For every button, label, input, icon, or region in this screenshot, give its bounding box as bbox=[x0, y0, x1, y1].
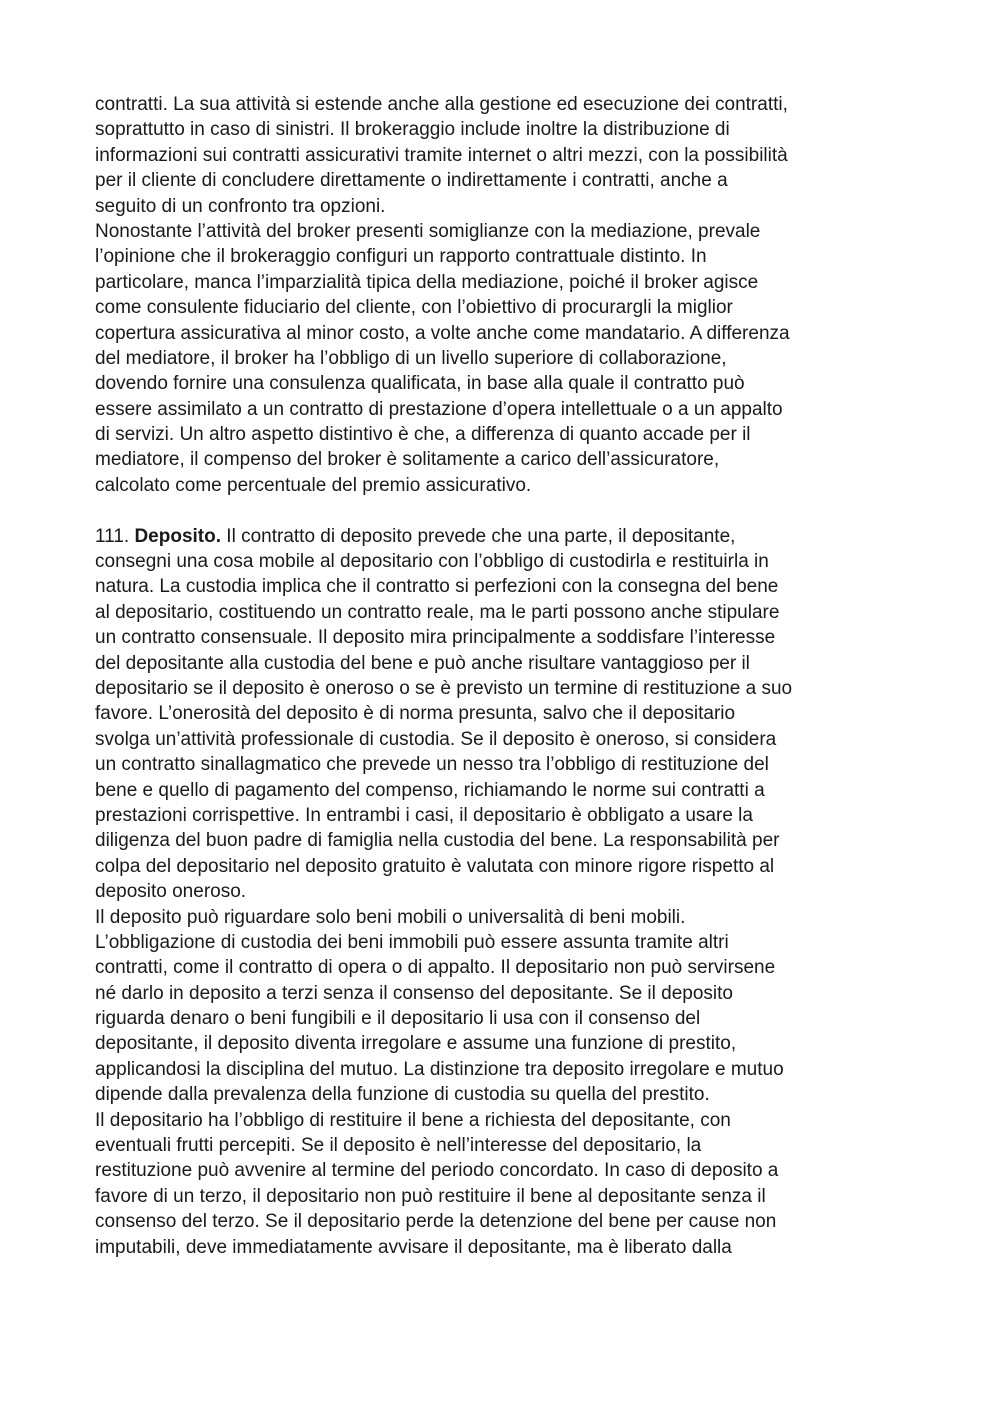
section-title: Deposito. bbox=[134, 525, 222, 547]
text-line: Il deposito può riguardare solo beni mobili o universalità di beni mobili. bbox=[95, 906, 686, 928]
text-line: un contratto consensuale. Il deposito mira principalmente a soddisfare l’interesse bbox=[95, 627, 776, 649]
section-body bbox=[95, 549, 910, 1260]
text-line: diligenza del buon padre di famiglia nella custodia del bene. La responsabilità per bbox=[95, 830, 780, 852]
text-line: riguarda denaro o beni fungibili e il depositario li usa con il consenso del bbox=[95, 1008, 701, 1030]
text-line: restituzione può avvenire al termine del periodo concordato. In caso di deposito a bbox=[95, 1160, 779, 1182]
text-line: per il cliente di concludere direttamente o indirettamente i contratti, anche a bbox=[95, 170, 728, 192]
text-line: L’obbligazione di custodia dei beni immobili può essere assunta tramite altri bbox=[95, 931, 729, 953]
text-line: bene e quello di pagamento del compenso, richiamando le norme sui contratti a bbox=[95, 779, 765, 801]
text-line: al depositario, costituendo un contratto reale, ma le parti possono anche stipulare bbox=[95, 601, 780, 623]
text-line: consenso del terzo. Se il depositario perde la detenzione del bene per cause non bbox=[95, 1211, 777, 1233]
text-line: svolga un’attività professionale di custodia. Se il deposito è oneroso, si considera bbox=[95, 728, 777, 750]
text-line: del depositante alla custodia del bene e può anche risultare vantaggioso per il bbox=[95, 652, 750, 674]
text-line: un contratto sinallagmatico che prevede un nesso tra l’obbligo di restituzione del bbox=[95, 754, 769, 776]
text-line: informazioni sui contratti assicurativi tramite internet o altri mezzi, con la possibilità bbox=[95, 144, 788, 166]
document-page bbox=[95, 92, 910, 1260]
text-line: Il depositario ha l’obbligo di restituire il bene a richiesta del depositante, con bbox=[95, 1109, 731, 1131]
text-line: imputabili, deve immediatamente avvisare il depositante, ma è liberato dalla bbox=[95, 1236, 732, 1258]
paragraph-spacer bbox=[95, 498, 910, 523]
text-line: deposito oneroso. bbox=[95, 881, 247, 903]
text-line: calcolato come percentuale del premio assicurativo. bbox=[95, 474, 532, 496]
text-line: applicandosi la disciplina del mutuo. La distinzione tra deposito irregolare e mutuo bbox=[95, 1058, 784, 1080]
text-line: prestazioni corrispettive. In entrambi i casi, il depositario è obbligato a usare la bbox=[95, 804, 753, 826]
text-line: essere assimilato a un contratto di prestazione d’opera intellettuale o a un appalto bbox=[95, 398, 783, 420]
text-line: favore di un terzo, il depositario non può restituire il bene al depositante senza il bbox=[95, 1185, 766, 1207]
text-line: natura. La custodia implica che il contratto si perfezioni con la consegna del bene bbox=[95, 576, 779, 598]
text-line: né darlo in deposito a terzi senza il consenso del depositante. Se il deposito bbox=[95, 982, 733, 1004]
text-line: dipende dalla prevalenza della funzione di custodia su quella del prestito. bbox=[95, 1084, 710, 1106]
text-line: dovendo fornire una consulenza qualificata, in base alla quale il contratto può bbox=[95, 373, 745, 395]
text-line: di servizi. Un altro aspetto distintivo è che, a differenza di quanto accade per il bbox=[95, 424, 751, 446]
text-line: l’opinione che il brokeraggio configuri un rapporto contrattuale distinto. In bbox=[95, 246, 707, 268]
text-line: favore. L’onerosità del deposito è di norma presunta, salvo che il depositario bbox=[95, 703, 736, 725]
text-line: come consulente fiduciario del cliente, con l’obiettivo di procurargli la miglior bbox=[95, 297, 733, 319]
text-line: depositario se il deposito è oneroso o se è previsto un termine di restituzione a suo bbox=[95, 677, 793, 699]
text-line: colpa del depositario nel deposito gratuito è valutata con minore rigore rispetto al bbox=[95, 855, 775, 877]
text-line: copertura assicurativa al minor costo, a volte anche come mandatario. A differenza bbox=[95, 322, 790, 344]
section-first-line: Il contratto di deposito prevede che una parte, il depositante, bbox=[226, 525, 736, 547]
text-line: depositante, il deposito diventa irregolare e assume una funzione di prestito, bbox=[95, 1033, 737, 1055]
text-line: contratti. La sua attività si estende anche alla gestione ed esecuzione dei contratti, bbox=[95, 94, 788, 115]
intro-paragraphs bbox=[95, 92, 910, 498]
text-line: mediatore, il compenso del broker è solitamente a carico dell’assicuratore, bbox=[95, 449, 720, 471]
text-line: contratti, come il contratto di opera o di appalto. Il depositario non può servirsene bbox=[95, 957, 776, 979]
text-line: particolare, manca l’imparzialità tipica della mediazione, poiché il broker agisce bbox=[95, 271, 759, 293]
text-line: eventuali frutti percepiti. Se il deposito è nell’interesse del depositario, la bbox=[95, 1135, 702, 1157]
section-number: 111. bbox=[95, 525, 130, 547]
text-line: seguito di un confronto tra opzioni. bbox=[95, 195, 386, 217]
text-line: consegni una cosa mobile al depositario con l’obbligo di custodirla e restituirla in bbox=[95, 551, 769, 573]
text-line: del mediatore, il broker ha l’obbligo di un livello superiore di collaborazione, bbox=[95, 347, 727, 369]
text-line: soprattutto in caso di sinistri. Il brokeraggio include inoltre la distribuzione di bbox=[95, 119, 730, 141]
text-line: Nonostante l’attività del broker presenti somiglianze con la mediazione, prevale bbox=[95, 220, 761, 242]
section-heading-line bbox=[95, 524, 910, 549]
